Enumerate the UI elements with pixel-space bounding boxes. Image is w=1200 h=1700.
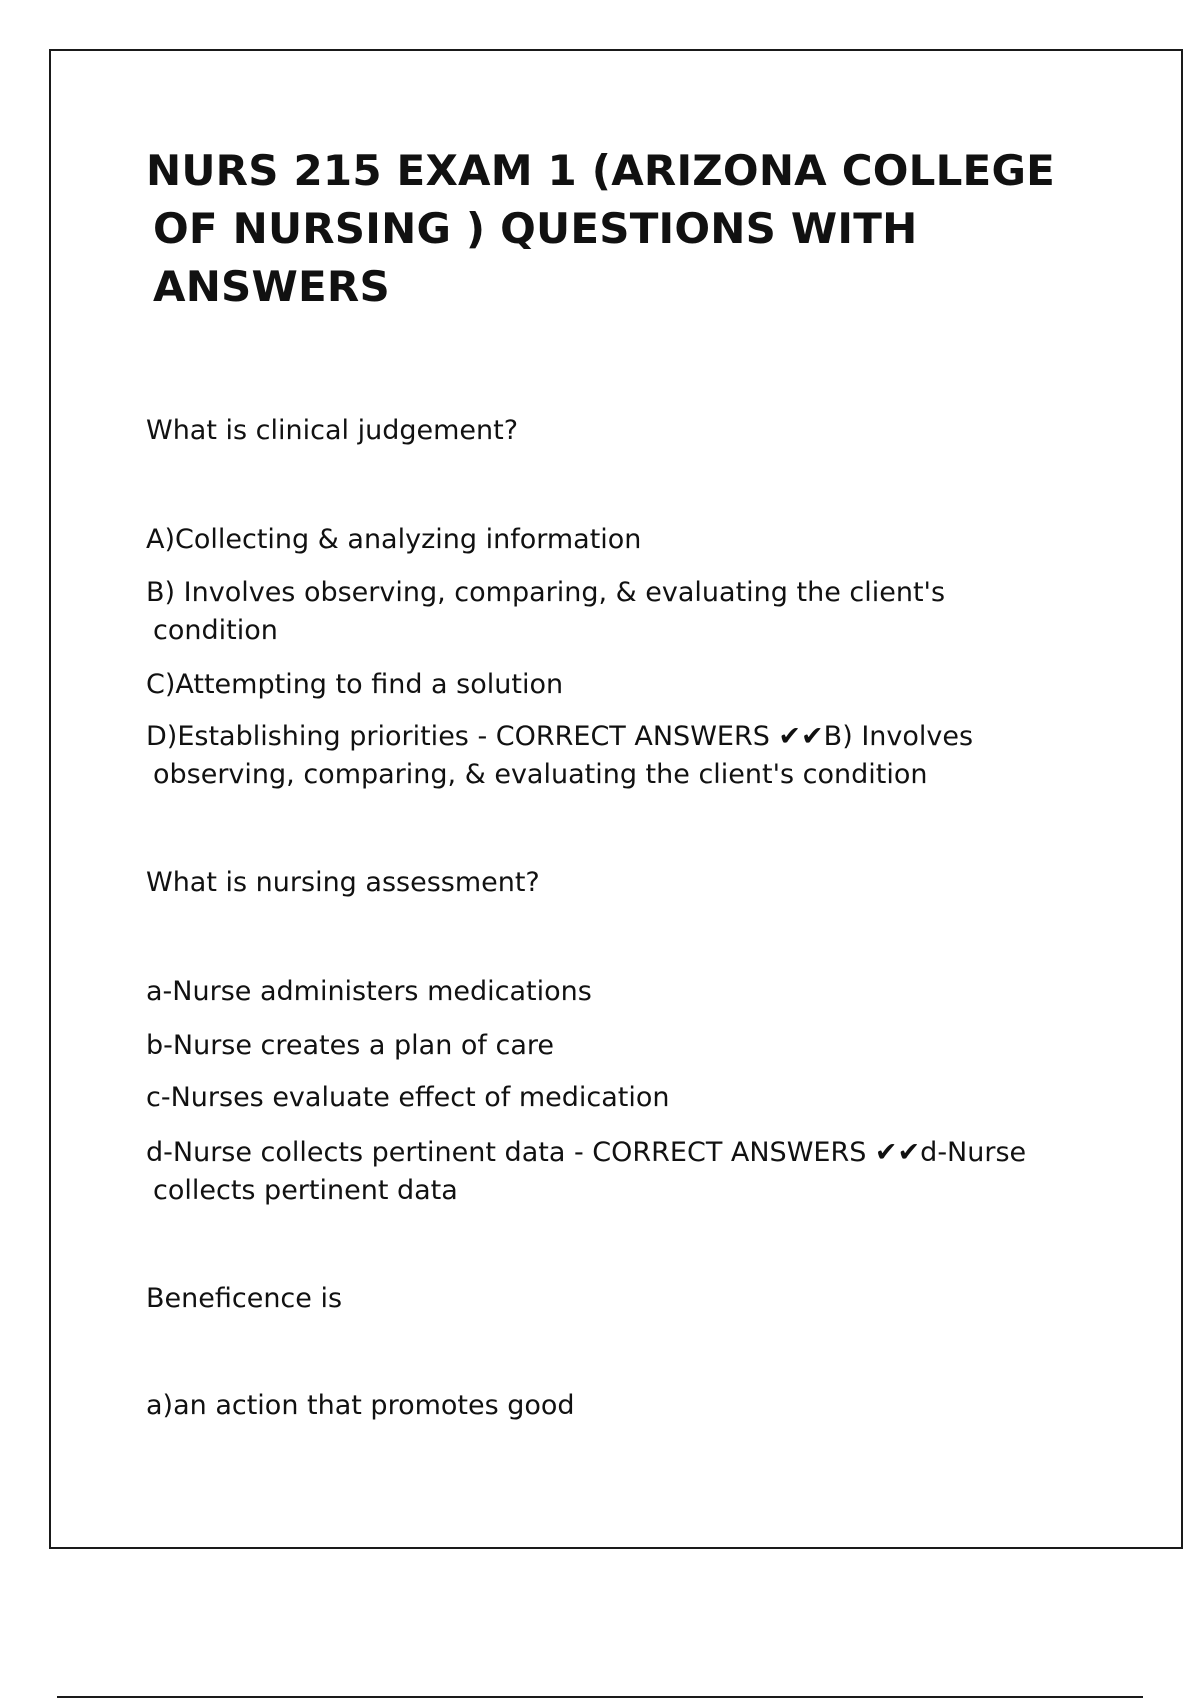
question-1-option-b <box>146 574 945 650</box>
question-3-option-a: a)an action that promotes good <box>146 1390 575 1421</box>
question-1-option-c: C)Attempting to find a solution <box>146 669 564 700</box>
question-1-option-d-line-1: D)Establishing priorities - CORRECT ANSWERS ✔✔B) Involves <box>146 721 974 752</box>
question-1-option-a: A)Collecting & analyzing information <box>146 524 642 555</box>
question-1-option-d-answer <box>146 718 973 794</box>
question-1-option-b-line-2: condition <box>153 615 278 646</box>
question-1-option-d-line-2: observing, comparing, & evaluating the client's condition <box>153 759 928 790</box>
question-2-option-b: b-Nurse creates a plan of care <box>146 1030 555 1061</box>
question-3-text: Beneficence is <box>146 1283 343 1314</box>
document-title <box>146 142 1106 316</box>
question-2-option-c: c-Nurses evaluate effect of medication <box>146 1082 670 1113</box>
question-1-text: What is clinical judgement? <box>146 415 519 446</box>
question-2-text: What is nursing assessment? <box>146 867 540 898</box>
question-2-option-d-answer <box>146 1134 1026 1210</box>
footer-divider <box>57 1696 1143 1698</box>
title-line-2: OF NURSING ) QUESTIONS WITH <box>153 204 918 253</box>
title-line-1: NURS 215 EXAM 1 (ARIZONA COLLEGE <box>146 146 1056 195</box>
question-2-option-d-line-2: collects pertinent data <box>153 1175 458 1206</box>
question-2-option-d-line-1: d-Nurse collects pertinent data - CORRECT ANSWERS ✔✔d-Nurse <box>146 1137 1027 1168</box>
question-1-option-b-line-1: B) Involves observing, comparing, & evaluating the client's <box>146 577 946 608</box>
title-line-3: ANSWERS <box>153 262 390 311</box>
question-2-option-a: a-Nurse administers medications <box>146 976 592 1007</box>
